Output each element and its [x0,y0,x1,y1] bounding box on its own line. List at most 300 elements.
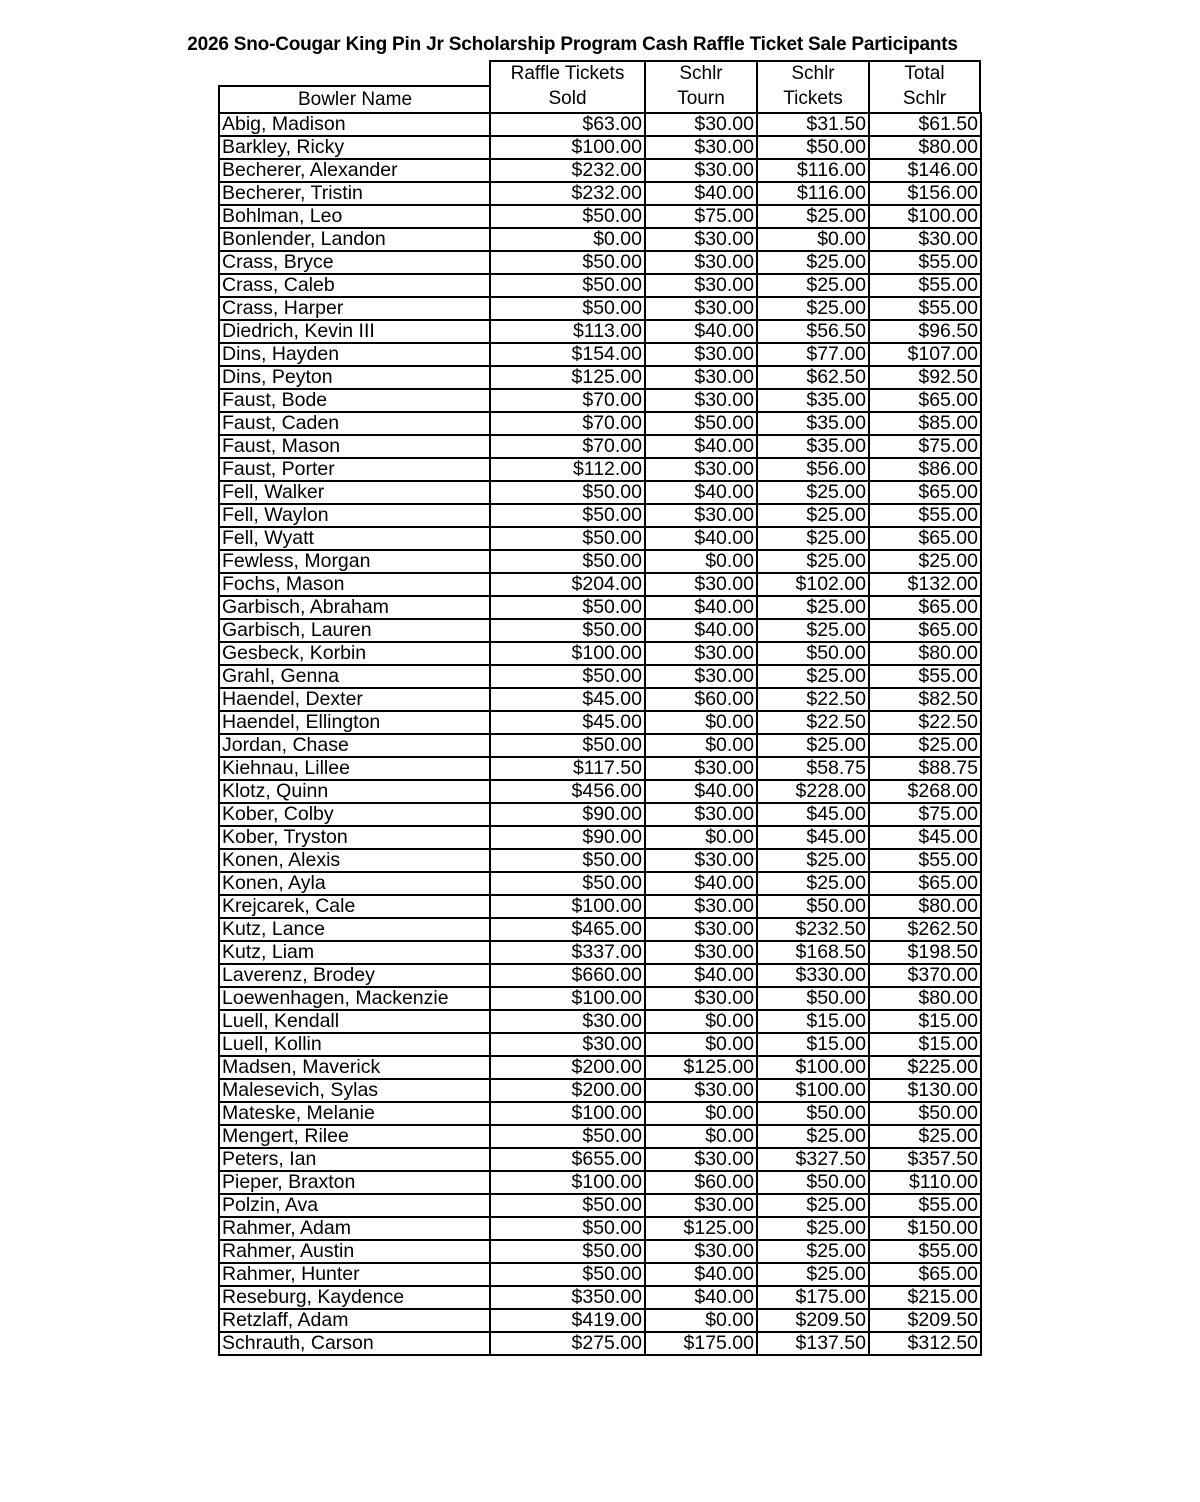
raffle-sold-cell: $50.00 [490,872,645,895]
schlr-tourn-cell: $40.00 [645,481,757,504]
raffle-sold-cell: $337.00 [490,941,645,964]
schlr-tourn-cell: $30.00 [645,1079,757,1102]
raffle-sold-cell: $232.00 [490,182,645,205]
bowler-name-cell: Faust, Mason [219,435,490,458]
raffle-sold-cell: $70.00 [490,435,645,458]
schlr-tickets-cell: $50.00 [757,642,869,665]
total-schlr-cell: $55.00 [869,297,981,320]
bowler-name-cell: Bohlman, Leo [219,205,490,228]
table-row [219,757,981,780]
schlr-tickets-cell: $31.50 [757,113,869,136]
raffle-sold-cell: $50.00 [490,297,645,320]
bowler-name-cell: Gesbeck, Korbin [219,642,490,665]
table-row [219,711,981,734]
total-schlr-cell: $110.00 [869,1171,981,1194]
schlr-tourn-cell: $30.00 [645,274,757,297]
header-line1: Schlr [791,63,835,84]
total-schlr-cell: $209.50 [869,1309,981,1332]
table-row [219,1102,981,1125]
total-schlr-cell: $55.00 [869,1194,981,1217]
table-row [219,573,981,596]
bowler-name-cell: Malesevich, Sylas [219,1079,490,1102]
table-row [219,803,981,826]
raffle-sold-cell: $90.00 [490,803,645,826]
header-schlr-tickets [756,60,868,113]
schlr-tourn-cell: $30.00 [645,366,757,389]
schlr-tickets-cell: $45.00 [757,803,869,826]
bowler-name-cell: Mateske, Melanie [219,1102,490,1125]
schlr-tourn-cell: $30.00 [645,113,757,136]
table-row [219,343,981,366]
total-schlr-cell: $65.00 [869,389,981,412]
table-row [219,1125,981,1148]
schlr-tourn-cell: $30.00 [645,389,757,412]
schlr-tourn-cell: $30.00 [645,297,757,320]
bowler-name-cell: Reseburg, Kaydence [219,1286,490,1309]
schlr-tickets-cell: $25.00 [757,849,869,872]
schlr-tourn-cell: $0.00 [645,826,757,849]
bowler-name-cell: Peters, Ian [219,1148,490,1171]
schlr-tourn-cell: $30.00 [645,136,757,159]
header-line1: Schlr [679,63,723,84]
bowler-name-cell: Abig, Madison [219,113,490,136]
table-row [219,1309,981,1332]
schlr-tickets-cell: $25.00 [757,481,869,504]
table-row [219,849,981,872]
schlr-tourn-cell: $40.00 [645,527,757,550]
table-row [219,504,981,527]
schlr-tickets-cell: $137.50 [757,1332,869,1355]
raffle-sold-cell: $660.00 [490,964,645,987]
raffle-sold-cell: $100.00 [490,1171,645,1194]
table-row [219,872,981,895]
schlr-tickets-cell: $168.50 [757,941,869,964]
bowler-name-cell: Kutz, Liam [219,941,490,964]
bowler-name-cell: Konen, Alexis [219,849,490,872]
table-row [219,1033,981,1056]
schlr-tickets-cell: $100.00 [757,1079,869,1102]
raffle-sold-cell: $45.00 [490,711,645,734]
raffle-sold-cell: $50.00 [490,665,645,688]
bowler-name-cell: Dins, Peyton [219,366,490,389]
table-row [219,964,981,987]
total-schlr-cell: $25.00 [869,1125,981,1148]
total-schlr-cell: $107.00 [869,343,981,366]
schlr-tickets-cell: $25.00 [757,1217,869,1240]
total-schlr-cell: $215.00 [869,1286,981,1309]
bowler-name-cell: Haendel, Ellington [219,711,490,734]
total-schlr-cell: $45.00 [869,826,981,849]
total-schlr-cell: $146.00 [869,159,981,182]
raffle-sold-cell: $50.00 [490,849,645,872]
table-row [219,1194,981,1217]
raffle-sold-cell: $50.00 [490,504,645,527]
total-schlr-cell: $65.00 [869,527,981,550]
total-schlr-cell: $82.50 [869,688,981,711]
total-schlr-cell: $198.50 [869,941,981,964]
total-schlr-cell: $80.00 [869,642,981,665]
total-schlr-cell: $65.00 [869,872,981,895]
schlr-tourn-cell: $30.00 [645,458,757,481]
schlr-tickets-cell: $330.00 [757,964,869,987]
schlr-tickets-cell: $25.00 [757,1240,869,1263]
table-row [219,1263,981,1286]
schlr-tourn-cell: $30.00 [645,987,757,1010]
schlr-tickets-cell: $62.50 [757,366,869,389]
schlr-tickets-cell: $22.50 [757,688,869,711]
table-row [219,228,981,251]
schlr-tickets-cell: $56.00 [757,458,869,481]
schlr-tickets-cell: $45.00 [757,826,869,849]
raffle-sold-cell: $456.00 [490,780,645,803]
bowler-name-cell: Fewless, Morgan [219,550,490,573]
raffle-sold-cell: $50.00 [490,619,645,642]
raffle-sold-cell: $50.00 [490,1240,645,1263]
bowler-name-cell: Faust, Caden [219,412,490,435]
total-schlr-cell: $150.00 [869,1217,981,1240]
table-row [219,1010,981,1033]
schlr-tourn-cell: $125.00 [645,1217,757,1240]
total-schlr-cell: $262.50 [869,918,981,941]
schlr-tickets-cell: $25.00 [757,205,869,228]
schlr-tickets-cell: $25.00 [757,734,869,757]
total-schlr-cell: $86.00 [869,458,981,481]
schlr-tourn-cell: $30.00 [645,895,757,918]
raffle-sold-cell: $232.00 [490,159,645,182]
total-schlr-cell: $370.00 [869,964,981,987]
table-row [219,527,981,550]
table-row [219,987,981,1010]
bowler-name-cell: Jordan, Chase [219,734,490,757]
schlr-tourn-cell: $40.00 [645,435,757,458]
table-row [219,274,981,297]
bowler-name-cell: Rahmer, Adam [219,1217,490,1240]
raffle-sold-cell: $204.00 [490,573,645,596]
bowler-name-cell: Fell, Waylon [219,504,490,527]
bowler-name-cell: Crass, Harper [219,297,490,320]
bowler-name-cell: Faust, Porter [219,458,490,481]
table-row [219,435,981,458]
raffle-sold-cell: $50.00 [490,205,645,228]
header-raffle-tickets-sold [489,60,644,113]
raffle-sold-cell: $113.00 [490,320,645,343]
schlr-tickets-cell: $35.00 [757,389,869,412]
header-bowler-name: Bowler Name [218,85,490,113]
document-title: 2026 Sno-Cougar King Pin Jr Scholarship Program Cash Raffle Ticket Sale Participants [187,34,958,55]
table-row [219,895,981,918]
schlr-tickets-cell: $25.00 [757,550,869,573]
total-schlr-cell: $55.00 [869,251,981,274]
schlr-tickets-cell: $25.00 [757,1125,869,1148]
raffle-sold-cell: $154.00 [490,343,645,366]
total-schlr-cell: $65.00 [869,619,981,642]
bowler-name-cell: Madsen, Maverick [219,1056,490,1079]
schlr-tourn-cell: $30.00 [645,665,757,688]
total-schlr-cell: $15.00 [869,1010,981,1033]
bowler-name-cell: Klotz, Quinn [219,780,490,803]
bowler-name-cell: Crass, Caleb [219,274,490,297]
raffle-sold-cell: $200.00 [490,1056,645,1079]
schlr-tickets-cell: $58.75 [757,757,869,780]
raffle-sold-cell: $50.00 [490,550,645,573]
bowler-name-cell: Haendel, Dexter [219,688,490,711]
schlr-tourn-cell: $30.00 [645,1148,757,1171]
table-row [219,458,981,481]
total-schlr-cell: $55.00 [869,1240,981,1263]
raffle-sold-cell: $100.00 [490,987,645,1010]
total-schlr-cell: $88.75 [869,757,981,780]
table-row [219,780,981,803]
total-schlr-cell: $80.00 [869,987,981,1010]
schlr-tourn-cell: $40.00 [645,619,757,642]
bowler-name-cell: Diedrich, Kevin III [219,320,490,343]
raffle-sold-cell: $45.00 [490,688,645,711]
bowler-name-cell: Bonlender, Landon [219,228,490,251]
bowler-name-cell: Luell, Kendall [219,1010,490,1033]
total-schlr-cell: $25.00 [869,550,981,573]
bowler-name-cell: Rahmer, Austin [219,1240,490,1263]
raffle-sold-cell: $50.00 [490,481,645,504]
schlr-tourn-cell: $30.00 [645,251,757,274]
table-row [219,136,981,159]
header-schlr-tourn [644,60,756,113]
bowler-name-cell: Mengert, Rilee [219,1125,490,1148]
raffle-sold-cell: $90.00 [490,826,645,849]
bowler-name-cell: Becherer, Tristin [219,182,490,205]
header-line2: Schlr [902,88,947,109]
bowler-name-cell: Laverenz, Brodey [219,964,490,987]
schlr-tickets-cell: $25.00 [757,274,869,297]
table-row [219,918,981,941]
schlr-tourn-cell: $0.00 [645,1102,757,1125]
raffle-sold-cell: $100.00 [490,1102,645,1125]
raffle-sold-cell: $419.00 [490,1309,645,1332]
bowler-name-cell: Dins, Hayden [219,343,490,366]
bowler-name-cell: Fell, Walker [219,481,490,504]
total-schlr-cell: $15.00 [869,1033,981,1056]
bowler-name-cell: Luell, Kollin [219,1033,490,1056]
total-schlr-cell: $130.00 [869,1079,981,1102]
schlr-tourn-cell: $40.00 [645,320,757,343]
raffle-sold-cell: $100.00 [490,136,645,159]
schlr-tickets-cell: $116.00 [757,159,869,182]
raffle-sold-cell: $50.00 [490,1217,645,1240]
total-schlr-cell: $55.00 [869,274,981,297]
schlr-tickets-cell: $35.00 [757,435,869,458]
raffle-sold-cell: $275.00 [490,1332,645,1355]
schlr-tourn-cell: $50.00 [645,412,757,435]
schlr-tourn-cell: $30.00 [645,918,757,941]
table-row [219,320,981,343]
total-schlr-cell: $357.50 [869,1148,981,1171]
schlr-tickets-cell: $25.00 [757,596,869,619]
raffle-sold-cell: $30.00 [490,1010,645,1033]
schlr-tickets-cell: $209.50 [757,1309,869,1332]
table-row [219,389,981,412]
raffle-sold-cell: $100.00 [490,642,645,665]
total-schlr-cell: $92.50 [869,366,981,389]
header-line2: Tickets [783,88,843,109]
header-line2: Sold [548,88,587,109]
table-row [219,550,981,573]
schlr-tourn-cell: $0.00 [645,1010,757,1033]
table-body [219,113,981,1355]
table-row [219,113,981,136]
bowler-name-cell: Pieper, Braxton [219,1171,490,1194]
table-row [219,412,981,435]
schlr-tickets-cell: $35.00 [757,412,869,435]
table-row [219,941,981,964]
raffle-sold-cell: $100.00 [490,895,645,918]
schlr-tourn-cell: $0.00 [645,1309,757,1332]
bowler-name-cell: Garbisch, Abraham [219,596,490,619]
bowler-name-cell: Loewenhagen, Mackenzie [219,987,490,1010]
total-schlr-cell: $55.00 [869,665,981,688]
raffle-sold-cell: $70.00 [490,412,645,435]
schlr-tickets-cell: $25.00 [757,527,869,550]
bowler-name-cell: Kober, Colby [219,803,490,826]
schlr-tourn-cell: $40.00 [645,596,757,619]
schlr-tickets-cell: $15.00 [757,1010,869,1033]
total-schlr-cell: $312.50 [869,1332,981,1355]
total-schlr-cell: $75.00 [869,803,981,826]
total-schlr-cell: $268.00 [869,780,981,803]
raffle-sold-cell: $200.00 [490,1079,645,1102]
schlr-tickets-cell: $25.00 [757,251,869,274]
schlr-tourn-cell: $30.00 [645,573,757,596]
schlr-tickets-cell: $50.00 [757,1171,869,1194]
schlr-tickets-cell: $100.00 [757,1056,869,1079]
schlr-tickets-cell: $50.00 [757,987,869,1010]
total-schlr-cell: $25.00 [869,734,981,757]
schlr-tourn-cell: $60.00 [645,688,757,711]
bowler-name-cell: Polzin, Ava [219,1194,490,1217]
bowler-name-cell: Fochs, Mason [219,573,490,596]
schlr-tickets-cell: $50.00 [757,136,869,159]
raffle-sold-cell: $655.00 [490,1148,645,1171]
raffle-sold-cell: $0.00 [490,228,645,251]
total-schlr-cell: $22.50 [869,711,981,734]
schlr-tourn-cell: $40.00 [645,872,757,895]
bowler-name-cell: Kutz, Lance [219,918,490,941]
schlr-tickets-cell: $228.00 [757,780,869,803]
schlr-tourn-cell: $30.00 [645,642,757,665]
schlr-tourn-cell: $30.00 [645,849,757,872]
schlr-tickets-cell: $77.00 [757,343,869,366]
schlr-tourn-cell: $40.00 [645,1286,757,1309]
total-schlr-cell: $75.00 [869,435,981,458]
schlr-tourn-cell: $30.00 [645,159,757,182]
table-row [219,688,981,711]
total-schlr-cell: $132.00 [869,573,981,596]
header-line1: Total [904,63,945,84]
raffle-sold-cell: $112.00 [490,458,645,481]
raffle-sold-cell: $50.00 [490,527,645,550]
raffle-sold-cell: $50.00 [490,1263,645,1286]
total-schlr-cell: $65.00 [869,481,981,504]
table-row [219,1148,981,1171]
schlr-tickets-cell: $50.00 [757,895,869,918]
header-line2: Tourn [677,88,725,109]
schlr-tourn-cell: $30.00 [645,941,757,964]
schlr-tickets-cell: $25.00 [757,297,869,320]
total-schlr-cell: $96.50 [869,320,981,343]
total-schlr-cell: $80.00 [869,136,981,159]
raffle-sold-cell: $63.00 [490,113,645,136]
raffle-sold-cell: $70.00 [490,389,645,412]
bowler-name-cell: Konen, Ayla [219,872,490,895]
table-row [219,619,981,642]
schlr-tourn-cell: $125.00 [645,1056,757,1079]
bowler-name-cell: Barkley, Ricky [219,136,490,159]
table-row [219,1171,981,1194]
table-row [219,205,981,228]
total-schlr-cell: $85.00 [869,412,981,435]
schlr-tourn-cell: $40.00 [645,964,757,987]
total-schlr-cell: $50.00 [869,1102,981,1125]
schlr-tourn-cell: $30.00 [645,343,757,366]
bowler-name-cell: Retzlaff, Adam [219,1309,490,1332]
header-total-schlr [868,60,981,113]
total-schlr-cell: $65.00 [869,1263,981,1286]
schlr-tourn-cell: $75.00 [645,205,757,228]
schlr-tourn-cell: $30.00 [645,504,757,527]
schlr-tickets-cell: $327.50 [757,1148,869,1171]
schlr-tourn-cell: $40.00 [645,1263,757,1286]
table-row [219,734,981,757]
schlr-tourn-cell: $30.00 [645,1194,757,1217]
table-row [219,1332,981,1355]
table-row [219,1240,981,1263]
schlr-tickets-cell: $25.00 [757,872,869,895]
bowler-name-cell: Becherer, Alexander [219,159,490,182]
raffle-sold-cell: $117.50 [490,757,645,780]
schlr-tickets-cell: $50.00 [757,1102,869,1125]
bowler-name-cell: Kiehnau, Lillee [219,757,490,780]
total-schlr-cell: $55.00 [869,504,981,527]
table-row [219,481,981,504]
total-schlr-cell: $61.50 [869,113,981,136]
bowler-name-cell: Grahl, Genna [219,665,490,688]
schlr-tourn-cell: $0.00 [645,1125,757,1148]
schlr-tickets-cell: $25.00 [757,665,869,688]
table-row [219,297,981,320]
raffle-sold-cell: $350.00 [490,1286,645,1309]
schlr-tourn-cell: $0.00 [645,734,757,757]
schlr-tourn-cell: $0.00 [645,1033,757,1056]
total-schlr-cell: $65.00 [869,596,981,619]
raffle-sold-cell: $50.00 [490,1125,645,1148]
raffle-sold-cell: $50.00 [490,274,645,297]
schlr-tourn-cell: $30.00 [645,1240,757,1263]
table-row [219,366,981,389]
raffle-sold-cell: $50.00 [490,596,645,619]
table-row [219,596,981,619]
schlr-tickets-cell: $22.50 [757,711,869,734]
table-row [219,826,981,849]
bowler-name-cell: Fell, Wyatt [219,527,490,550]
bowler-name-cell: Schrauth, Carson [219,1332,490,1355]
schlr-tourn-cell: $60.00 [645,1171,757,1194]
table-row [219,251,981,274]
schlr-tourn-cell: $30.00 [645,803,757,826]
schlr-tickets-cell: $56.50 [757,320,869,343]
schlr-tickets-cell: $175.00 [757,1286,869,1309]
table-row [219,182,981,205]
bowler-name-cell: Kober, Tryston [219,826,490,849]
schlr-tourn-cell: $0.00 [645,711,757,734]
schlr-tickets-cell: $25.00 [757,504,869,527]
